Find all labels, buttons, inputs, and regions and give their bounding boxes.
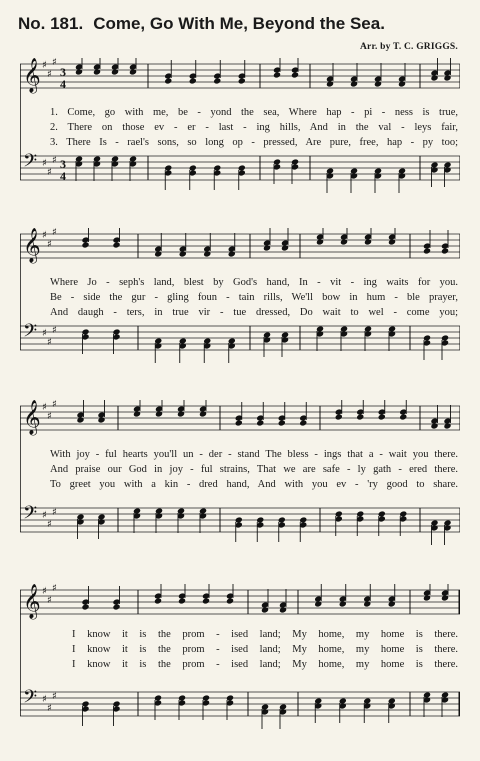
note-head	[398, 80, 406, 87]
lyric-verse-3: I know it is the prom - ised land; My home, my home is there.	[72, 659, 458, 670]
note-head	[111, 68, 119, 75]
hymn-header	[18, 14, 468, 52]
note-head	[299, 419, 307, 426]
treble-clef-icon: 𝄞	[23, 400, 41, 435]
sharp-icon: ♯	[47, 519, 52, 530]
note-head	[256, 419, 264, 426]
note-head	[356, 413, 364, 420]
note-head	[81, 603, 89, 610]
note-head	[93, 68, 101, 75]
note-head	[388, 600, 396, 607]
sharp-icon: ♯	[47, 595, 52, 606]
bass-clef-icon: 𝄢	[23, 687, 38, 712]
sharp-icon: ♯	[52, 325, 57, 336]
note-head	[441, 594, 449, 601]
note-head	[154, 597, 162, 604]
sharp-icon: ♯	[42, 402, 47, 413]
sharp-icon: ♯	[52, 584, 57, 594]
note-head	[441, 247, 449, 254]
note-head	[291, 71, 299, 78]
note-head	[363, 600, 371, 607]
note-head	[261, 606, 269, 613]
note-head	[339, 600, 347, 607]
lyric-verse-2: Be - side the gur - gling foun - tain rills, We'll bow in hum - ble prayer,	[50, 292, 458, 303]
time-signature-top: 3	[60, 157, 66, 171]
note-head	[235, 419, 243, 426]
sharp-icon: ♯	[47, 69, 52, 80]
note-head	[388, 238, 396, 245]
bass-clef-icon: 𝄢	[23, 151, 38, 176]
sharp-icon: ♯	[47, 337, 52, 348]
sharp-icon: ♯	[47, 239, 52, 250]
note-head	[202, 597, 210, 604]
sharp-icon: ♯	[52, 507, 57, 518]
note-head	[76, 416, 84, 423]
note-head	[226, 597, 234, 604]
note-head	[263, 244, 271, 251]
treble-clef-icon: 𝄞	[23, 228, 41, 263]
sharp-icon: ♯	[52, 58, 57, 68]
sharp-icon: ♯	[42, 328, 47, 339]
note-head	[423, 247, 431, 254]
sharp-icon: ♯	[52, 228, 57, 238]
note-head	[178, 597, 186, 604]
sharp-icon: ♯	[42, 230, 47, 241]
lyric-verse-2: And praise our God in joy - ful strains, That we are safe - ly gath - ered there.	[50, 464, 458, 475]
lyric-verse-1: With joy - ful hearts you'll un - der - stand The bless - ings that a - wait you there.	[50, 449, 458, 460]
note-head	[97, 416, 105, 423]
note-head	[238, 77, 246, 84]
note-head	[430, 74, 438, 81]
note-head	[443, 74, 451, 81]
bass-clef-icon: 𝄢	[23, 503, 38, 528]
treble-clef-icon: 𝄞	[23, 584, 41, 619]
note-head	[423, 594, 431, 601]
sharp-icon: ♯	[52, 155, 57, 166]
note-head	[326, 80, 334, 87]
note-head	[316, 238, 324, 245]
note-head	[179, 250, 187, 257]
note-head	[213, 77, 221, 84]
bass-clef-icon: 𝄢	[23, 321, 38, 346]
note-head	[129, 68, 137, 75]
sharp-icon: ♯	[47, 411, 52, 422]
note-head	[155, 410, 163, 417]
note-head	[281, 244, 289, 251]
note-head	[203, 250, 211, 257]
lyric-verse-1: 1. Come, go with me, be - yond the sea, Where hap - pi - ness is true,	[50, 107, 458, 118]
note-head	[314, 600, 322, 607]
note-head	[364, 238, 372, 245]
sharp-icon: ♯	[42, 158, 47, 169]
sharp-icon: ♯	[47, 703, 52, 714]
hymn-title: Come, Go With Me, Beyond the Sea.	[93, 14, 385, 33]
sharp-icon: ♯	[52, 400, 57, 410]
note-head	[350, 80, 358, 87]
note-head	[374, 80, 382, 87]
lyric-verse-3: 3. There Is - rael's sons, so long op - pressed, Are pure, free, hap - py too;	[50, 137, 458, 148]
note-head	[133, 410, 141, 417]
note-head	[430, 422, 438, 429]
note-head	[112, 603, 120, 610]
note-head	[81, 241, 89, 248]
sharp-icon: ♯	[42, 586, 47, 597]
note-head	[112, 241, 120, 248]
note-head	[154, 250, 162, 257]
lyric-verse-3: To greet you with a kin - dred hand, And with you ev - 'ry good to share.	[50, 479, 458, 490]
note-head	[279, 606, 287, 613]
treble-clef-icon: 𝄞	[23, 58, 41, 93]
note-head	[335, 413, 343, 420]
note-head	[189, 77, 197, 84]
sharp-icon: ♯	[47, 167, 52, 178]
lyric-verse-3: And daugh - ters, in true vir - tue dressed, Do wait to wel - come you;	[50, 307, 458, 318]
sharp-icon: ♯	[52, 691, 57, 702]
note-head	[177, 410, 185, 417]
note-head	[273, 71, 281, 78]
note-head	[378, 413, 386, 420]
note-head	[443, 422, 451, 429]
sharp-icon: ♯	[42, 60, 47, 71]
time-signature-top: 3	[60, 65, 66, 79]
note-head	[340, 238, 348, 245]
sharp-icon: ♯	[42, 510, 47, 521]
note-head	[278, 419, 286, 426]
sharp-icon: ♯	[42, 694, 47, 705]
note-head	[399, 413, 407, 420]
note-head	[75, 68, 83, 75]
lyric-verse-2: I know it is the prom - ised land; My home, my home is there.	[72, 644, 458, 655]
time-signature-bottom: 4	[60, 77, 66, 91]
lyric-verse-1: I know it is the prom - ised land; My home, my home is there.	[72, 629, 458, 640]
time-signature-bottom: 4	[60, 169, 66, 183]
note-head	[164, 77, 172, 84]
hymn-number: No. 181.	[18, 14, 84, 33]
lyric-verse-2: 2. There on those ev - er - last - ing hills, And in the val - leys fair,	[50, 122, 458, 133]
lyric-verse-1: Where Jo - seph's land, blest by God's hand, In - vit - ing waits for you.	[50, 277, 458, 288]
note-head	[199, 410, 207, 417]
arranger-credit: Arr. by T. C. GRIGGS.	[360, 42, 458, 52]
note-head	[228, 250, 236, 257]
